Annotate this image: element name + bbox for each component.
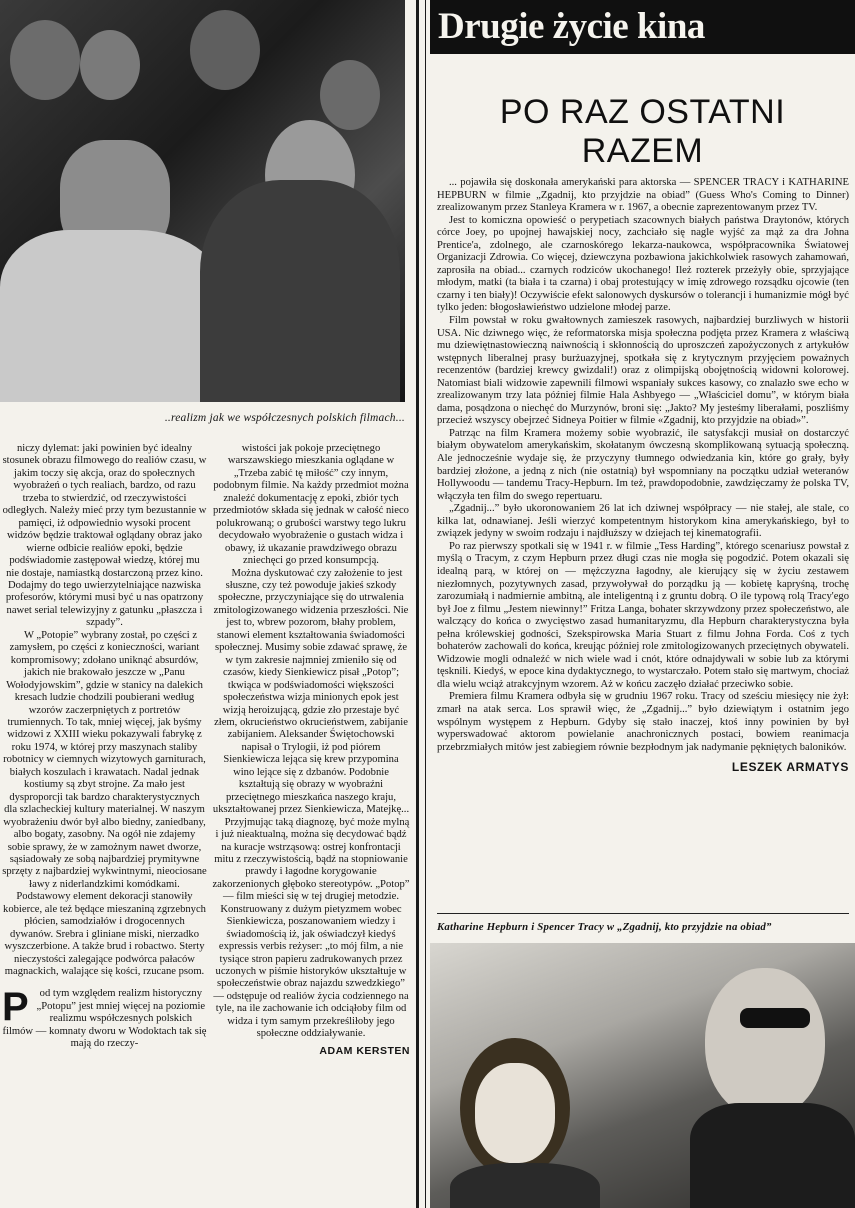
paragraph: niczy dylemat: jaki powinien być idealny stosunek obrazu filmowego do realiów czasu, w jakim toczy się akcja, oraz do społecznych wyobrażeń o tych realiach, bardzo, od razu trzeba to stwierdzić, od rzeczywistości odległych. Należy mieć przy tym bezustannie w pamięci, iż odpowiednio wysoki procent widzów będzie traktował oglądany obraz jako wierne odbicie realiów epoki, będzie podświadomie zastępował wiedzę, której mu nie dostaje, namiastką dostarczoną przez kino. Dodajmy do tego uwierzytelniające nazwiska profesorów, którymi musi być u nas opatrzony nawet serial telewizyjny z gatunku „płaszcza i szpady”. — [2, 443, 207, 629]
left-article-column-1 — [2, 443, 207, 1208]
paragraph: Film powstał w roku gwałtownych zamieszek rasowych, najbardziej burzliwych w historii USA. Nic dziwnego więc, że reformatorska misja społeczna podjęta przez Kramera z właściwą mu dziewiętnastowieczną naiwnością i skłonnością do uproszczeń zapożyczonych z artykułów wstępnych liberalnej prasy burżuazyjnej, spotkała się z krytycznym przyjęciem poważnych recenzentów (bardziej krewcy gwizdali!) oraz z olimpijską obojętnością widowni kolorowej. Natomiast biali widzowie zapewnili filmowi wspaniały sukces kasowy, co znalazło swe echo w zrealizowanym trzy lata później filmie Hala Ashbyego — „Właściciel domu”, w którym biała dama, posądzona o niechęć do Murzynów, broni się: „Jakto? My jesteśmy liberałami, poszliśmy przecież wszyscy obejrzeć Sidneya Poitier w filmie «Zgadnij, kto przyjdzie na obiad»”. — [437, 315, 849, 427]
drop-cap: P — [2, 985, 29, 1030]
paragraph: W „Potopie” wybrany został, po części z zamysłem, po części z konieczności, wariant kompromisowy; zdołano uniknąć absurdów, jakich nie brakowało jeszcze w „Panu Wołodyjowskim”, gdzie w stanicy na dalekich kresach ludzie chodzili poubierani według wzorów zaczerpniętych z portretów trumiennych. To tak, mniej więcej, jak byśmy widzowi z XXIII wieku pokazywali fabrykę z roku 1974, w której przy maszynach staliby robotnicy w ciemnych wizytowych garniturach, białych koszulach i krawatach. Nadal jednak kostiumy są zbyt strojne. Za mało jest dysproporcji tak bardzo charakterystycznych dla szlacheckiej kultury materialnej. W naszym wyobrażeniu dwór był albo biedny, zaniedbany, albo bogaty, zasobny. Na ogół nie zdajemy sobie sprawy, że w zamożnym nawet dworze, sąsiadowały ze sobą najbardziej prymitywne sprzęty z najbardziej wykwintnymi, nieociosane ławy z niderlandzkimi komódkami. Podstawowy element dekoracji stanowiły kobierce, ale też będące mieszaniną zgrzebnych płócien, samodziałów i drogocennych dywanów. Srebra i gliniane miski, nierzadko wyszczerbione. A także brud i robactwo. Sterty nieczystości zalegające podwórca pałaców magnackich, walające się kości, rzucane psom. — [2, 629, 207, 978]
column-divider — [416, 0, 419, 1208]
photo-caption-bottom: Katharine Hepburn i Spencer Tracy w „Zgadnij, kto przyjdzie na obiad” — [437, 921, 772, 933]
paragraph-text: od tym względem realizm historyczny „Potopu” jest mniej więcej na poziomie realizmu współczesnych polskich filmów — komnaty dworu w Wodoktach tak się mają do rzeczy- — [2, 988, 207, 1050]
caption-rule — [437, 913, 849, 914]
right-article — [437, 177, 849, 774]
photo-caption-top: ..realizm jak we współczesnych polskich filmach... — [164, 412, 405, 424]
paragraph-drop-cap — [2, 985, 207, 1050]
paragraph: „Zgadnij...” było ukoronowaniem 26 lat ich dziwnej współpracy — nie stałej, ale stale, co kilka lat, odnawianej. Jeśli wierzyć kompetentnym historykom kina amerykańskiego, był to związek jedyny w swoim rodzaju i najdłuższy w dziejach tej kinematografii. — [437, 503, 849, 540]
lead-paragraph: ... pojawiła się doskonała amerykański para aktorska — SPENCER TRACY i KATHARINE HEPBURN w filmie „Zgadnij, kto przyjdzie na obiad” (Guess Who's Coming to Dinner) zrealizowanym przez Stanleya Kramera w r. 1967, a obecnie zaprezentowanym przez TV. — [437, 177, 849, 214]
section-header: Drugie życie kina — [430, 0, 855, 54]
paragraph: Po raz pierwszy spotkali się w 1941 r. w filmie „Tess Harding”, którego scenariusz powstał z myślą o Tracym, z czym Hepburn przez długi czas nie mogła się pogodzić. Potem okazali się idealną parą, w której on — mężczyzna łagodny, ale kierujący się w życiu zestawem niezłomnych, pozytywnych zasad, przywoływał do porządku ją — kobietę kapryśną, trochę zarozumiałą i nadmiernie ambitną, ale inteligentną i z gruntu dobrą. O ile typową rolą Tracy'ego był Joe z filmu „Jestem niewinny!” Fritza Langa, bohater skrzywdzony przez społeczeństwo, ale walczący do końca o zwycięstwo zasad humanitaryzmu, dla Hepburn charakterystyczna była pełna królewskiej godności, Szekspirowska Maria Stuart z filmu Johna Forda. Coś z tych bohaterów zachowali do końca, kreując później role zmitologizowanych przeciętnych obywateli. Widzowie mogli odnaleźć w nich wiele wad i cnót, które odnajdywali w sobie lub za którymi tęsknili. Kiedyś, w epoce kina dydaktycznego, to wystarczało. Potem stało się martwym, chociaż dla wielu wciąż atrakcyjnym wzorem. Aż w końcu zaczęło działać przeciwko sobie. — [437, 540, 849, 690]
byline-leszek-armatys: LESZEK ARMATYS — [731, 760, 849, 775]
left-article-column-2 — [212, 443, 410, 1208]
headline — [430, 93, 855, 171]
paragraph: Patrząc na film Kramera możemy sobie wyobrazić, ile satysfakcji musiał on dostarczyć białym obywatelom amerykańskim, skołatanym ówczesną skomplikowaną sytuacją społeczną. Ale jednocześnie wydaje się, że przyczyny tłumnego odwiedzania kin, które go grały, były bardziej złożone, a jedną z nich (nie ostatnią) był wspomniany na początku udział weteranów Hollywoodu — tandemu Tracy-Hepburn. Im też, prawdopodobnie, zawdzięczamy że polska TV, włączyła ten film do swego repertuaru. — [437, 427, 849, 502]
paragraph: Premiera filmu Kramera odbyła się w grudniu 1967 roku. Tracy od sześciu miesięcy nie żył: zmarł na atak serca. Los sprawił więc, że „Zgadnij...” było dziewiątym i ostatnim jego wspólnym występem z Hepburn. Gdyby się stało inaczej, ktoś inny powinien by był wyperswadować aktorom powielanie anachronicznych postaci, bowiem reanimacja przebrzmiałych mitów jest zabiegiem równie bezpłodnym jak nadymanie pękniętych baloników. — [437, 691, 849, 753]
paragraph: wistości jak pokoje przeciętnego warszawskiego mieszkania oglądane w „Trzeba zabić tę miłość” czy innym, podobnym filmie. Na każdy przedmiot można znaleźć dokumentację z epoki, zbiór tych przedmiotów składa się jednak w całość nieco polukrowaną; o grubości warstwy tego lukru decydowało wyobrażenie o gustach widza i obawy, iż ukazanie prawdziwego obrazu zniechęci go przed konsumpcją. — [213, 443, 409, 567]
photo-hepburn-tracy — [430, 943, 855, 1208]
headline-line-1: PO RAZ OSTATNI — [499, 93, 786, 131]
byline-adam-kersten: ADAM KERSTEN — [319, 1044, 410, 1057]
paragraph: Jest to komiczna opowieść o perypetiach szacownych białych państwa Draytonów, których córce Joey, po upojnej hawajskiej nocy, zachciało się nagle wyjść za mąż za dra Johna Prentice'a, zdolnego, ale czarnoskórego lekarza-naukowca, współpracownika Światowej Organizacji Zdrowia. Co więcej, dziewczyna pozbawiona jakichkolwiek rasowych zahamowań, zaprosiła na obiad... czarnych rodziców ukochanego! Ileż rozterek przeżyły obie, sprzyjające młodym, matki (ta biała i ta czarna) i obaj protestujący w imię zdrowego rozsądku ojcowie (ten czarny i ten biały)! Oczywiście efekt salonowych dyskursów o tolerancji i humanizmie mógł być tylko jeden: błogosławieństwo udzielone młodej parze. — [437, 214, 849, 314]
column-divider-thin — [425, 0, 426, 1208]
paragraph: Można dyskutować czy założenie to jest słuszne, czy też powoduje jakieś szkody społeczne, przyczyniające się do utrwalenia zmitologizowanego widzenia przeszłości. Nie jest to, wbrew pozorom, błahy problem, stanowi element kształtowania świadomości społecznej. Musimy sobie zdawać sprawę, że w tym zakresie najmniej zmieniło się od czasów, kiedy Sienkiewicz pisał „Potop”; tkwiąca w podświadomości większości społeczeństwa wizja minionych epok jest wizją heroizującą, gdzie zło przestaje być złem, okrucieństwo okrucieństwem, zabijanie zabijaniem. Aleksander Świętochowski napisał o Trylogii, iż pod piórem Sienkiewicza lejąca się krew przypomina wino lejące się z dzbanów. Podobnie kształtują się obrazy w wyobraźni przeciętnego mieszkańca naszego kraju, ukształtowanej przez Sienkiewicza, Matejkę... — [212, 567, 410, 816]
film-still-potop — [0, 0, 405, 402]
paragraph: Przyjmując taką diagnozę, być może mylną i już nieaktualną, można się decydować bądź na kuracje wstrząsową: ostrej konfrontacji mitu z rzeczywistością, bądź na stopniowanie prawdy i łagodne korygowanie zakorzenionych głęboko stereotypów. „Potop” — film mieści się w tej drugiej metodzie. Konstruowany z dużym pietyzmem wobec Sienkiewicza, poszanowaniem wiedzy i świadomością iż, jak oświadczył kiedyś expressis verbis reżyser: „to mój film, a nie tysiące stron papieru zadrukowanych przez uczonych w piśmie historyków ukształtuje w społeczeństwie obraz najazdu szwedzkiego” — odstępuje od realiów życia codziennego na tyle, na ile zachowanie ich odciąłoby film od widza i tym samym przekreśliłoby jego społeczne oddziaływanie. — [212, 816, 410, 1040]
headline-line-2: RAZEM — [581, 132, 704, 170]
